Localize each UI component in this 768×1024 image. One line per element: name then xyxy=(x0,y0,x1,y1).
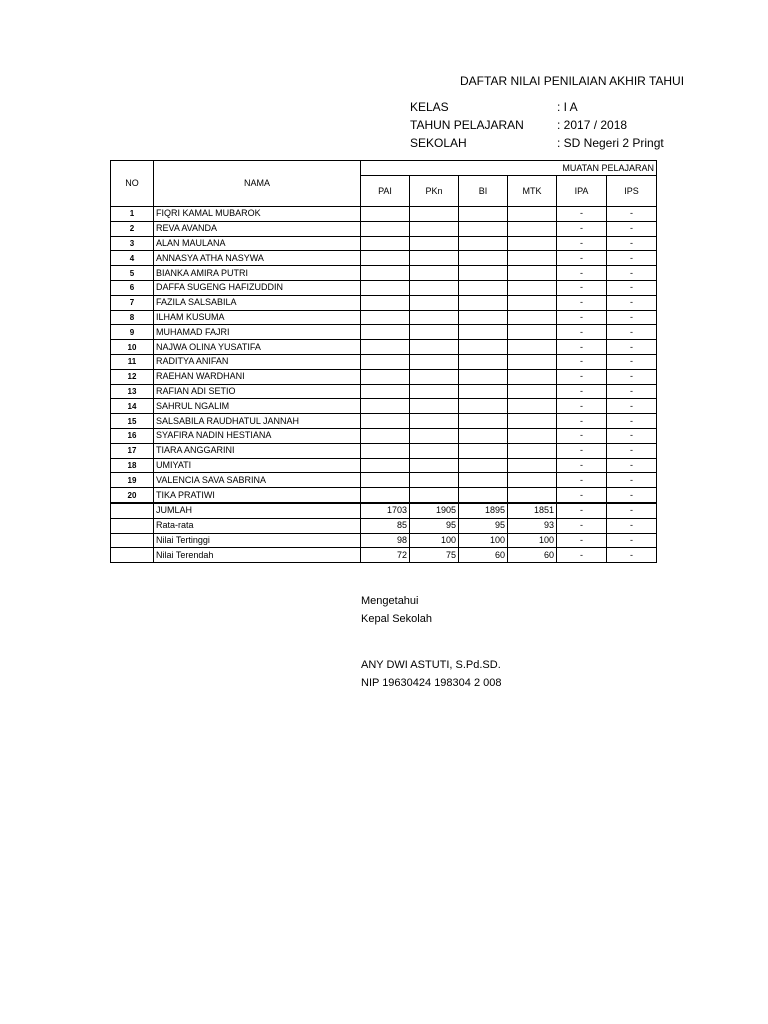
footer-nip: NIP 19630424 198304 2 008 xyxy=(361,677,502,689)
ipa-cell: - xyxy=(557,428,607,443)
table-row xyxy=(111,280,657,295)
grade-cell xyxy=(410,340,459,355)
ips-cell: - xyxy=(607,428,657,443)
summary-mtk: 1851 xyxy=(508,503,557,518)
grade-cell xyxy=(459,340,508,355)
student-name: TIARA ANGGARINI xyxy=(154,443,361,458)
student-name: SALSABILA RAUDHATUL JANNAH xyxy=(154,414,361,429)
grade-cell xyxy=(459,221,508,236)
student-no: 5 xyxy=(111,266,154,281)
grade-cell xyxy=(508,428,557,443)
grade-cell xyxy=(508,266,557,281)
subject-header: MTK xyxy=(508,176,557,207)
table-row xyxy=(111,488,657,503)
summary-ips: - xyxy=(607,533,657,548)
table-row xyxy=(111,443,657,458)
grade-cell xyxy=(361,443,410,458)
grade-cell xyxy=(410,221,459,236)
summary-label: Nilai Tertinggi xyxy=(154,533,361,548)
grades-table xyxy=(110,160,657,563)
table-row xyxy=(111,266,657,281)
grade-cell xyxy=(459,384,508,399)
summary-label: Nilai Terendah xyxy=(154,548,361,563)
header-row-top xyxy=(111,161,657,176)
grade-cell xyxy=(361,295,410,310)
grade-cell xyxy=(459,236,508,251)
grade-cell xyxy=(508,236,557,251)
table-row xyxy=(111,458,657,473)
table-row xyxy=(111,384,657,399)
table-row xyxy=(111,369,657,384)
ipa-cell: - xyxy=(557,325,607,340)
grade-cell xyxy=(459,266,508,281)
ipa-cell: - xyxy=(557,280,607,295)
tahun-label: TAHUN PELAJARAN xyxy=(410,118,524,132)
col-no-header: NO xyxy=(111,161,154,207)
ipa-cell: - xyxy=(557,488,607,503)
summary-ips: - xyxy=(607,548,657,563)
grade-cell xyxy=(361,399,410,414)
student-no: 15 xyxy=(111,414,154,429)
table-row xyxy=(111,221,657,236)
grade-cell xyxy=(361,207,410,222)
table-row xyxy=(111,251,657,266)
student-name: RAEHAN WARDHANI xyxy=(154,369,361,384)
student-name: RADITYA ANIFAN xyxy=(154,354,361,369)
summary-bi: 95 xyxy=(459,518,508,533)
summary-pkn: 1905 xyxy=(410,503,459,518)
ips-cell: - xyxy=(607,295,657,310)
sekolah-value: : SD Negeri 2 Pringt xyxy=(557,136,664,150)
grade-cell xyxy=(459,325,508,340)
grade-cell xyxy=(361,473,410,488)
student-no: 10 xyxy=(111,340,154,355)
grade-cell xyxy=(410,458,459,473)
col-nama-header: NAMA xyxy=(154,161,361,207)
summary-mtk: 100 xyxy=(508,533,557,548)
summary-mtk: 60 xyxy=(508,548,557,563)
student-name: ILHAM KUSUMA xyxy=(154,310,361,325)
student-no: 20 xyxy=(111,488,154,503)
student-name: ALAN MAULANA xyxy=(154,236,361,251)
ips-cell: - xyxy=(607,369,657,384)
grade-cell xyxy=(361,354,410,369)
ips-cell: - xyxy=(607,280,657,295)
student-name: BIANKA AMIRA PUTRI xyxy=(154,266,361,281)
student-no: 19 xyxy=(111,473,154,488)
summary-pkn: 100 xyxy=(410,533,459,548)
grade-cell xyxy=(508,488,557,503)
student-no: 17 xyxy=(111,443,154,458)
table-row xyxy=(111,340,657,355)
table-row xyxy=(111,295,657,310)
grade-cell xyxy=(361,340,410,355)
grade-cell xyxy=(410,428,459,443)
ipa-cell: - xyxy=(557,295,607,310)
grade-cell xyxy=(410,488,459,503)
grade-cell xyxy=(361,414,410,429)
ipa-cell: - xyxy=(557,369,607,384)
ipa-cell: - xyxy=(557,473,607,488)
summary-pai: 1703 xyxy=(361,503,410,518)
grade-cell xyxy=(459,443,508,458)
summary-pai: 98 xyxy=(361,533,410,548)
ips-cell: - xyxy=(607,251,657,266)
ips-cell: - xyxy=(607,354,657,369)
student-no: 4 xyxy=(111,251,154,266)
grade-cell xyxy=(410,325,459,340)
grade-cell xyxy=(361,325,410,340)
student-name: VALENCIA SAVA SABRINA xyxy=(154,473,361,488)
student-name: ANNASYA ATHA NASYWA xyxy=(154,251,361,266)
summary-ips: - xyxy=(607,518,657,533)
grade-cell xyxy=(361,458,410,473)
grade-cell xyxy=(361,369,410,384)
summary-row xyxy=(111,518,657,533)
summary-ipa: - xyxy=(557,518,607,533)
table-row xyxy=(111,310,657,325)
grade-cell xyxy=(410,354,459,369)
student-name: DAFFA SUGENG HAFIZUDDIN xyxy=(154,280,361,295)
grade-cell xyxy=(508,280,557,295)
ipa-cell: - xyxy=(557,414,607,429)
grade-cell xyxy=(459,414,508,429)
ipa-cell: - xyxy=(557,207,607,222)
grade-cell xyxy=(508,221,557,236)
tahun-value: : 2017 / 2018 xyxy=(557,118,628,132)
summary-spacer xyxy=(111,503,154,518)
summary-label: Rata-rata xyxy=(154,518,361,533)
summary-bi: 1895 xyxy=(459,503,508,518)
grade-cell xyxy=(508,443,557,458)
grade-cell xyxy=(410,251,459,266)
table-row xyxy=(111,414,657,429)
student-no: 16 xyxy=(111,428,154,443)
grade-cell xyxy=(410,369,459,384)
summary-row xyxy=(111,503,657,518)
grade-cell xyxy=(361,384,410,399)
summary-bi: 100 xyxy=(459,533,508,548)
subject-header: IPA xyxy=(557,176,607,207)
grade-cell xyxy=(361,488,410,503)
student-no: 14 xyxy=(111,399,154,414)
summary-row xyxy=(111,548,657,563)
ipa-cell: - xyxy=(557,399,607,414)
ips-cell: - xyxy=(607,384,657,399)
summary-row xyxy=(111,533,657,548)
grade-cell xyxy=(508,340,557,355)
ipa-cell: - xyxy=(557,458,607,473)
student-name: FAZILA SALSABILA xyxy=(154,295,361,310)
grade-cell xyxy=(361,266,410,281)
ipa-cell: - xyxy=(557,236,607,251)
grade-cell xyxy=(459,354,508,369)
footer-nama: ANY DWI ASTUTI, S.Pd.SD. xyxy=(361,659,501,671)
subject-header: IPS xyxy=(607,176,657,207)
grade-cell xyxy=(361,251,410,266)
table-row xyxy=(111,428,657,443)
grade-cell xyxy=(459,207,508,222)
grade-cell xyxy=(508,354,557,369)
summary-ipa: - xyxy=(557,548,607,563)
summary-ipa: - xyxy=(557,533,607,548)
summary-label: JUMLAH xyxy=(154,503,361,518)
student-name: UMIYATI xyxy=(154,458,361,473)
grade-cell xyxy=(410,414,459,429)
student-name: MUHAMAD FAJRI xyxy=(154,325,361,340)
grade-cell xyxy=(410,295,459,310)
ips-cell: - xyxy=(607,414,657,429)
student-no: 13 xyxy=(111,384,154,399)
ipa-cell: - xyxy=(557,251,607,266)
table-row xyxy=(111,207,657,222)
ips-cell: - xyxy=(607,207,657,222)
student-no: 2 xyxy=(111,221,154,236)
ips-cell: - xyxy=(607,473,657,488)
summary-spacer xyxy=(111,548,154,563)
table-row xyxy=(111,236,657,251)
student-name: SYAFIRA NADIN HESTIANA xyxy=(154,428,361,443)
grade-cell xyxy=(410,236,459,251)
grade-cell xyxy=(410,384,459,399)
ipa-cell: - xyxy=(557,340,607,355)
grade-cell xyxy=(361,428,410,443)
student-name: FIQRI KAMAL MUBAROK xyxy=(154,207,361,222)
grade-cell xyxy=(508,473,557,488)
student-name: RAFIAN ADI SETIO xyxy=(154,384,361,399)
student-no: 8 xyxy=(111,310,154,325)
grade-cell xyxy=(361,236,410,251)
sekolah-label: SEKOLAH xyxy=(410,136,467,150)
kelas-label: KELAS xyxy=(410,100,449,114)
subject-header: BI xyxy=(459,176,508,207)
grade-cell xyxy=(459,251,508,266)
ips-cell: - xyxy=(607,325,657,340)
table-row xyxy=(111,354,657,369)
grade-cell xyxy=(410,473,459,488)
grade-cell xyxy=(508,369,557,384)
table-row xyxy=(111,473,657,488)
student-no: 1 xyxy=(111,207,154,222)
summary-pkn: 95 xyxy=(410,518,459,533)
ips-cell: - xyxy=(607,399,657,414)
grade-cell xyxy=(459,458,508,473)
footer-mengetahui: Mengetahui xyxy=(361,595,419,607)
page-title: DAFTAR NILAI PENILAIAN AKHIR TAHUI xyxy=(460,74,685,88)
grade-cell xyxy=(410,443,459,458)
grade-cell xyxy=(361,221,410,236)
grade-cell xyxy=(508,325,557,340)
grade-cell xyxy=(410,266,459,281)
subject-header: PKn xyxy=(410,176,459,207)
ips-cell: - xyxy=(607,310,657,325)
student-no: 9 xyxy=(111,325,154,340)
student-no: 6 xyxy=(111,280,154,295)
summary-spacer xyxy=(111,518,154,533)
ips-cell: - xyxy=(607,236,657,251)
ipa-cell: - xyxy=(557,221,607,236)
ips-cell: - xyxy=(607,458,657,473)
ips-cell: - xyxy=(607,488,657,503)
student-name: NAJWA OLINA YUSATIFA xyxy=(154,340,361,355)
grade-cell xyxy=(361,280,410,295)
grade-cell xyxy=(410,310,459,325)
grade-cell xyxy=(459,310,508,325)
summary-pkn: 75 xyxy=(410,548,459,563)
grade-cell xyxy=(508,207,557,222)
ipa-cell: - xyxy=(557,310,607,325)
grade-cell xyxy=(361,310,410,325)
ips-cell: - xyxy=(607,221,657,236)
ipa-cell: - xyxy=(557,266,607,281)
grade-cell xyxy=(508,384,557,399)
subject-header: PAI xyxy=(361,176,410,207)
ipa-cell: - xyxy=(557,354,607,369)
ips-cell: - xyxy=(607,443,657,458)
grade-cell xyxy=(508,399,557,414)
summary-bi: 60 xyxy=(459,548,508,563)
table-row xyxy=(111,399,657,414)
grade-cell xyxy=(508,414,557,429)
student-no: 11 xyxy=(111,354,154,369)
grade-cell xyxy=(508,295,557,310)
summary-ipa: - xyxy=(557,503,607,518)
grade-cell xyxy=(459,428,508,443)
student-no: 12 xyxy=(111,369,154,384)
ips-cell: - xyxy=(607,266,657,281)
grade-cell xyxy=(508,458,557,473)
grade-cell xyxy=(459,488,508,503)
footer-jabatan: Kepal Sekolah xyxy=(361,613,432,625)
muatan-pelajaran-header: MUATAN PELAJARAN xyxy=(361,161,657,176)
grade-cell xyxy=(459,280,508,295)
grade-cell xyxy=(459,295,508,310)
summary-spacer xyxy=(111,533,154,548)
grade-cell xyxy=(508,310,557,325)
student-name: REVA AVANDA xyxy=(154,221,361,236)
student-name: TIKA PRATIWI xyxy=(154,488,361,503)
grade-cell xyxy=(410,280,459,295)
summary-ips: - xyxy=(607,503,657,518)
grade-cell xyxy=(410,399,459,414)
ipa-cell: - xyxy=(557,384,607,399)
student-no: 7 xyxy=(111,295,154,310)
student-no: 18 xyxy=(111,458,154,473)
grade-cell xyxy=(410,207,459,222)
grade-cell xyxy=(459,473,508,488)
summary-pai: 72 xyxy=(361,548,410,563)
summary-pai: 85 xyxy=(361,518,410,533)
summary-mtk: 93 xyxy=(508,518,557,533)
ipa-cell: - xyxy=(557,443,607,458)
grade-cell xyxy=(508,251,557,266)
table-row xyxy=(111,325,657,340)
student-name: SAHRUL NGALIM xyxy=(154,399,361,414)
grade-cell xyxy=(459,369,508,384)
grade-cell xyxy=(459,399,508,414)
ips-cell: - xyxy=(607,340,657,355)
student-no: 3 xyxy=(111,236,154,251)
kelas-value: : I A xyxy=(557,100,578,114)
